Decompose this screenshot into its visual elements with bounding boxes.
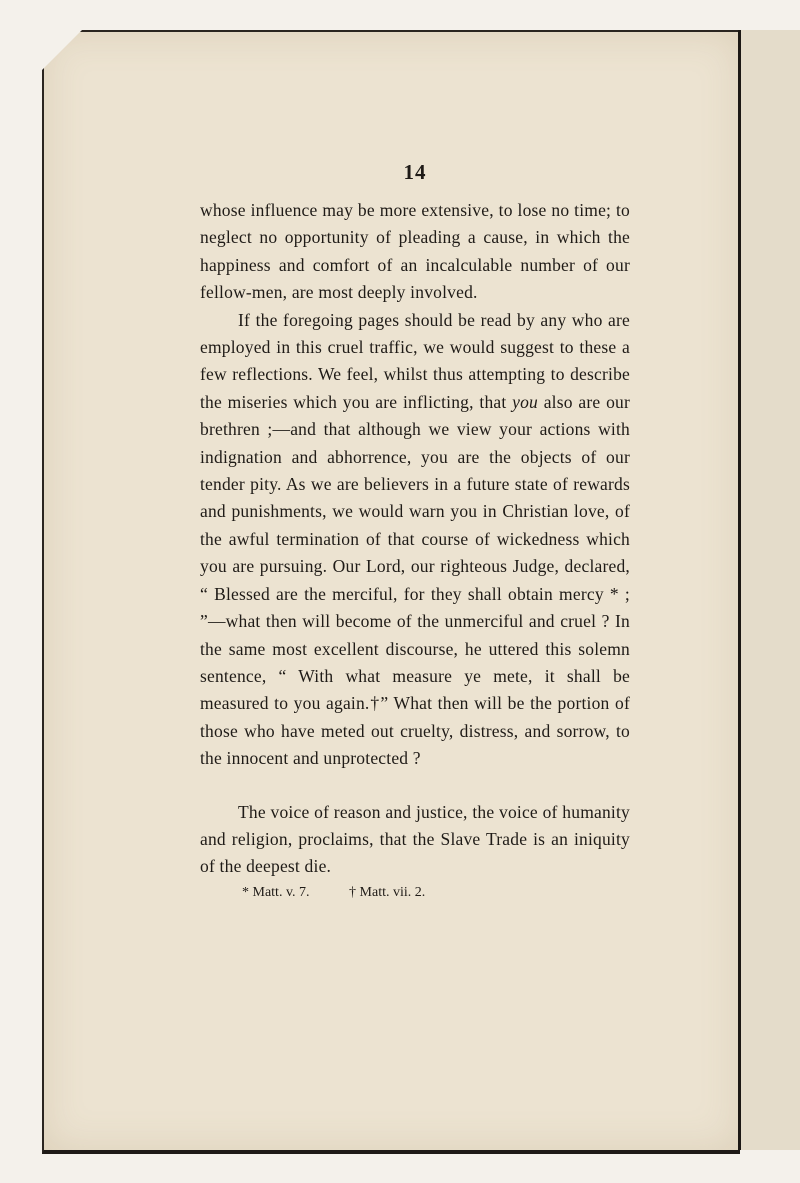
footnotes (200, 883, 630, 903)
body-text (200, 197, 630, 881)
paragraph-p3 (200, 799, 630, 881)
text-segment: If the foregoing pages should be read by any who are employed in this cruel traffic, we would suggest to these a few reflections. We feel, whilst thus attempting to describe the miseries which you are inflicting, that (200, 309, 630, 412)
text-segment: The voice of reason and justice, the voice of humanity and religion, proclaims, that the Slave Trade is an iniquity of the deepest die. (200, 801, 630, 877)
text-segment: also are our brethren ;—and that although we view your actions with indignation and abhorrence, you are the objects of our tender pity. As we are believers in a future state of rewards and punishments, we would warn you in Christian love, of the awful termination of that course of wickedness which you are pursuing. Our Lord, our righteous Judge, declared, “ Blessed are the merciful, for they shall obtain mercy * ; ”—what then will become of the unmerciful and cruel ? In the same most excellent discourse, he uttered this solemn sentence, “ With what measure ye mete, it shall be measured to you again.†” What then will be the portion of those who have meted out cruelty, distress, and sorrow, to the innocent and unprotected ? (200, 391, 630, 769)
footnote-2: † Matt. vii. 2. (349, 884, 426, 900)
paragraph-p2 (200, 307, 630, 773)
page-content (200, 160, 630, 903)
footnote-1: * Matt. v. 7. (242, 884, 310, 900)
emphasis-text: you (512, 391, 539, 412)
paragraph-p1 (200, 197, 630, 307)
text-segment: whose influence may be more extensive, to lose no time; to neglect no opportunity of pleading a cause, in which the happiness and comfort of an incalculable number of our fellow-men, are most deeply involved. (200, 200, 630, 303)
page-number: 14 (403, 160, 427, 184)
adjacent-page-edge (738, 30, 800, 1150)
